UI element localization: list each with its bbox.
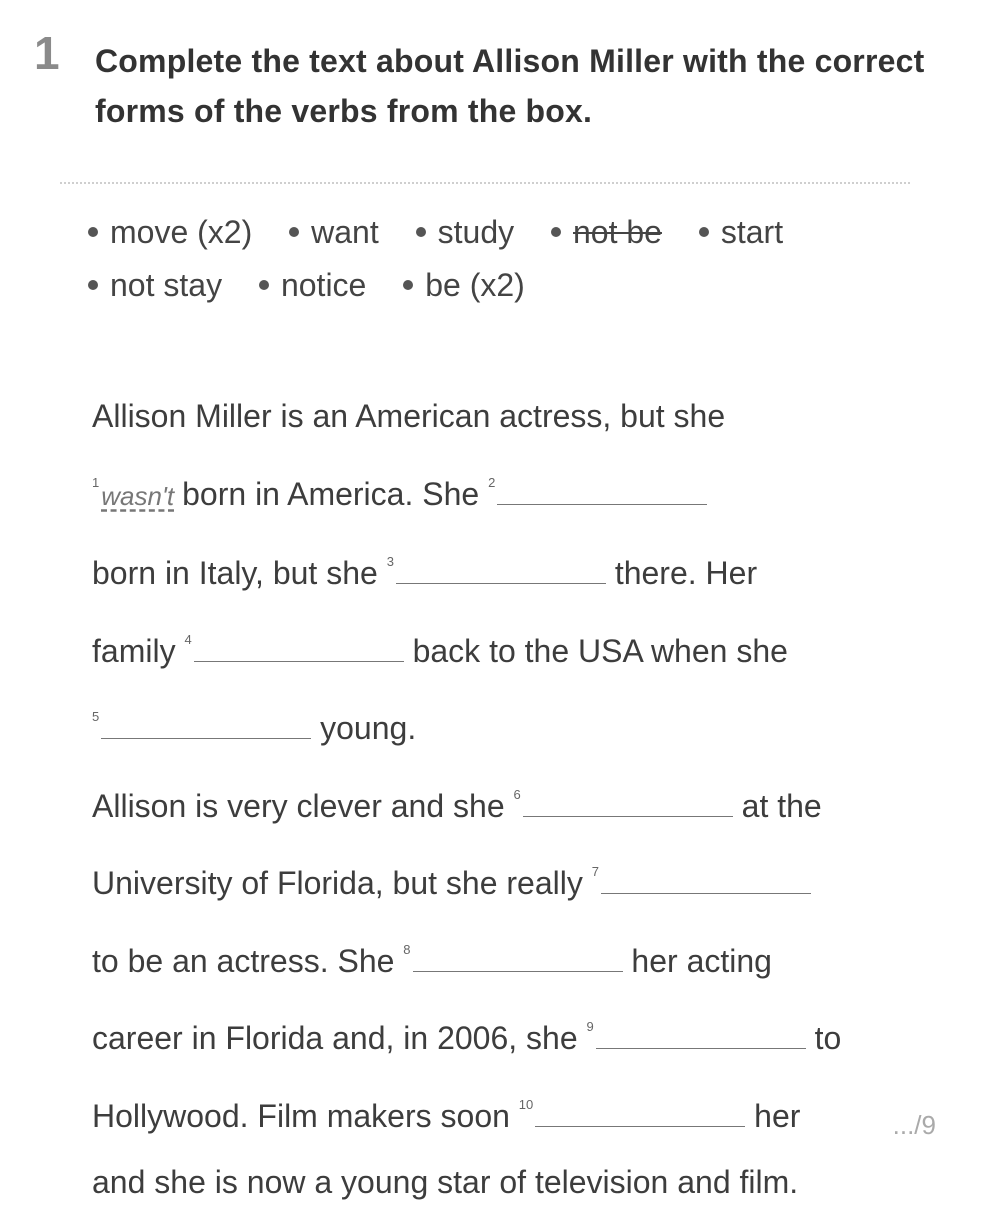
passage-line: $^5$ young. bbox=[92, 709, 417, 746]
gap-number: 10 bbox=[518, 1096, 534, 1112]
passage-line: family $^4$ back to the USA when she bbox=[92, 631, 788, 669]
passage-line: Hollywood. Film makers soon $^{10}$ her bbox=[92, 1096, 801, 1134]
word-box-border bbox=[60, 182, 910, 184]
passage-line: Allison Miller is an American actress, but she bbox=[92, 398, 726, 434]
example-answer: wasn't bbox=[101, 480, 175, 511]
passage bbox=[92, 383, 952, 1216]
bullet-icon bbox=[289, 227, 299, 237]
answer-blank-6[interactable] bbox=[523, 790, 733, 817]
passage-line: and she is now a young star of television and film. bbox=[92, 1164, 799, 1200]
bullet-icon bbox=[551, 227, 561, 237]
passage-line: University of Florida, but she really $^7$ bbox=[92, 839, 952, 917]
passage-line: to be an actress. She $^8$ her acting bbox=[92, 941, 772, 979]
passage-line: Allison is very clever and she $^6$ at the bbox=[92, 786, 822, 824]
word-box-row bbox=[88, 259, 948, 312]
gap-number: 4 bbox=[184, 631, 192, 647]
gap-number: 9 bbox=[586, 1019, 594, 1034]
exercise-instruction: Complete the text about Allison Miller with the correct forms of the verbs from the box. bbox=[95, 43, 925, 129]
gap-number: 1 bbox=[92, 474, 100, 490]
word-box-item: notice bbox=[259, 259, 366, 312]
bullet-icon bbox=[88, 280, 98, 290]
bullet-icon bbox=[259, 280, 269, 290]
gap-number: 8 bbox=[403, 941, 411, 957]
word-box-item: be (x2) bbox=[403, 259, 525, 312]
passage-line: $^1$wasn't born in America. She $^2$ bbox=[92, 450, 952, 530]
bullet-icon bbox=[403, 280, 413, 290]
gap-number: 7 bbox=[591, 864, 599, 879]
score-total: .../9 bbox=[892, 1110, 936, 1140]
word-box-item: not stay bbox=[88, 259, 222, 312]
word-box-item: study bbox=[416, 206, 514, 259]
gap-number: 3 bbox=[386, 554, 394, 569]
answer-blank-5[interactable] bbox=[101, 712, 311, 739]
word-box-row bbox=[88, 206, 948, 259]
bullet-icon bbox=[88, 227, 98, 237]
answer-blank-4[interactable] bbox=[194, 635, 404, 662]
answer-blank-2[interactable] bbox=[497, 478, 707, 505]
answer-blank-3[interactable] bbox=[396, 557, 606, 584]
passage-line: born in Italy, but she $^3$ there. Her bbox=[92, 554, 758, 591]
gap-number: 5 bbox=[92, 709, 100, 724]
bullet-icon bbox=[416, 227, 426, 237]
gap-number: 6 bbox=[513, 786, 521, 802]
passage-line: career in Florida and, in 2006, she $^9$ to bbox=[92, 1019, 842, 1056]
word-box-item: start bbox=[699, 206, 783, 259]
answer-blank-10[interactable] bbox=[535, 1100, 745, 1127]
word-box bbox=[88, 206, 948, 312]
bullet-icon bbox=[699, 227, 709, 237]
word-box-item: want bbox=[289, 206, 379, 259]
answer-blank-8[interactable] bbox=[413, 945, 623, 972]
word-box-item-crossed: not be bbox=[551, 206, 662, 259]
gap-number: 2 bbox=[488, 474, 496, 490]
exercise-number: 1 bbox=[34, 27, 60, 79]
word-box-item: move (x2) bbox=[88, 206, 252, 259]
answer-blank-9[interactable] bbox=[596, 1022, 806, 1049]
answer-blank-7[interactable] bbox=[601, 867, 811, 894]
